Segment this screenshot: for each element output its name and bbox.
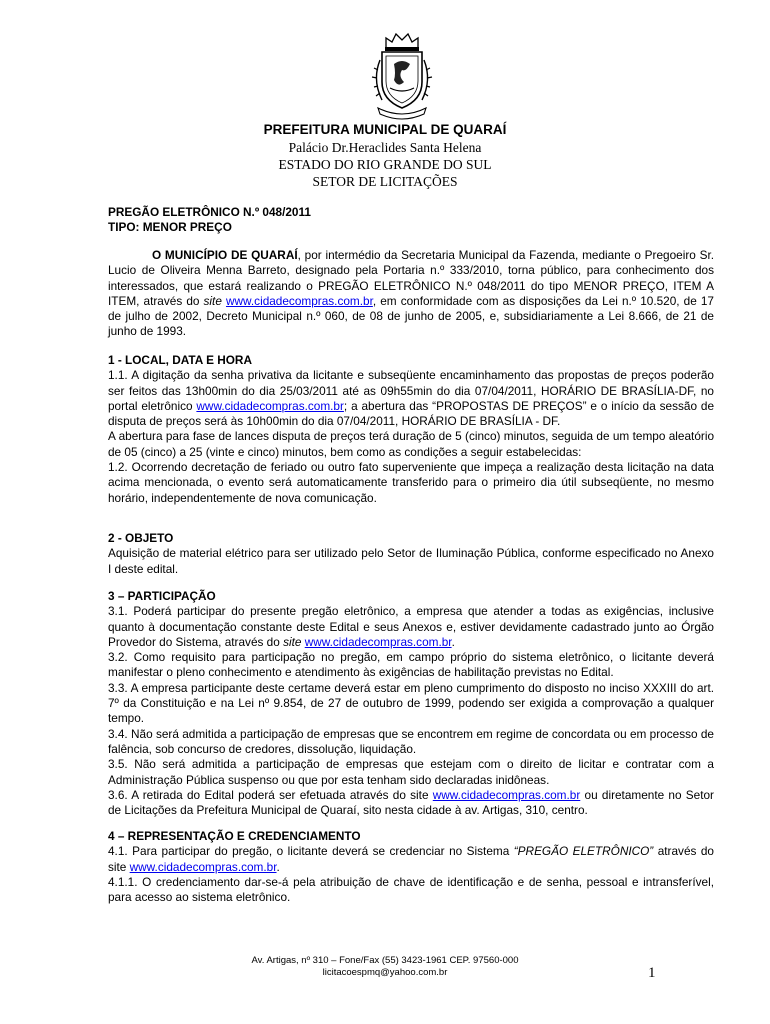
section-4 — [108, 829, 714, 905]
section-2-paragraph-1: Aquisição de material elétrico para ser utilizado pelo Setor de Iluminação Pública, conforme especificado no Anexo I deste edital. — [108, 546, 714, 576]
intro-lead: O MUNICÍPIO DE QUARAÍ — [152, 248, 298, 262]
section-3-paragraph-1: 3.1. Poderá participar do presente pregão eletrônico, a empresa que atender a todas as exigências, inclusive quanto à documentação constante deste Edital e seus Anexos e, estiver devidamente cadastrado junto ao Órgão Provedor do Sistema, através do site www.cidadecompras.com.br. — [108, 604, 714, 649]
intro-paragraph — [108, 248, 714, 340]
section-3 — [108, 589, 714, 818]
section-1-paragraph-2: A abertura para fase de lances disputa de preços terá duração de 5 (cinco) minutos, seguida de um tempo aleatório de 05 (cinco) a 25 (vinte e cinco) minutos, bem como as condições a seguir estabelecidas: — [108, 429, 714, 459]
section-4-link[interactable]: www.cidadecompras.com.br — [129, 859, 277, 874]
intro-link[interactable]: www.cidadecompras.com.br — [225, 293, 373, 308]
municipal-coat-of-arms-icon — [368, 30, 436, 120]
section-1-paragraph-3: 1.2. Ocorrendo decretação de feriado ou outro fato superveniente que impeça a realização desta licitação na data acima mencionada, o evento será automaticamente transferido para o primeiro dia útil subseqüente, no mesmo horário, independentemente de nova comunicação. — [108, 460, 714, 505]
section-3-paragraph-3: 3.3. A empresa participante deste certame deverá estar em pleno cumprimento do disposto no inciso XXXIII do art. 7º da Constituição e na Lei nº 9.854, de 27 de outubro de 1999, podendo ser exigida a comprovação a qualquer tempo. — [108, 680, 714, 726]
section-3-paragraph-6: 3.6. A retirada do Edital poderá ser efetuada através do site www.cidadecompras.com.br ou diretamente no Setor de Licitações da Prefeitura Municipal de Quaraí, sito nesta cidade à av. Artigas, 310, centro. — [108, 787, 714, 818]
palace-name: Palácio Dr.Heraclides Santa Helena — [288, 140, 482, 155]
section-3-paragraph-4: 3.4. Não será admitida a participação de empresas que se encontrem em regime de concordata ou em processo de falência, sob concurso de credores, dissolução, liquidação. — [108, 726, 714, 756]
intro-site-word: site — [203, 293, 222, 308]
footer-email: licitacoespmq@yahoo.com.br — [322, 967, 448, 978]
tender-type: TIPO: MENOR PREÇO — [108, 220, 232, 235]
section-4-paragraph-1: 4.1. Para participar do pregão, o licitante deverá se credenciar no Sistema “PREGÃO ELETRÔNICO” através do site www.cidadecompras.com.br. — [108, 844, 714, 874]
section-3-link-2[interactable]: www.cidadecompras.com.br — [432, 787, 581, 802]
section-1-link[interactable]: www.cidadecompras.com.br — [196, 398, 344, 413]
section-3-paragraph-5: 3.5. Não será admitida a participação de empresas que estejam com o direito de licitar e contratar com a Administração Pública suspenso ou que por esta tenham sido declaradas inidôneas. — [108, 757, 714, 787]
section-4-paragraph-2: 4.1.1. O credenciamento dar-se-á pela atribuição de chave de identificação e de senha, pessoal e intransferível, para acesso ao sistema eletrônico. — [108, 874, 714, 905]
footer-address: Av. Artigas, nº 310 – Fone/Fax (55) 3423-1961 CEP. 97560-000 — [251, 955, 519, 966]
section-1-title: 1 - LOCAL, DATA E HORA — [108, 353, 252, 367]
section-3-link-1[interactable]: www.cidadecompras.com.br — [304, 634, 452, 649]
tender-heading — [108, 205, 714, 236]
section-4-title: 4 – REPRESENTAÇÃO E CREDENCIAMENTO — [108, 829, 361, 843]
state-name: ESTADO DO RIO GRANDE DO SUL — [278, 157, 492, 172]
tender-number: PREGÃO ELETRÔNICO N.º 048/2011 — [108, 205, 311, 219]
page-title: PREFEITURA MUNICIPAL DE QUARAÍ — [263, 122, 507, 137]
section-2 — [108, 531, 714, 577]
section-3-title: 3 – PARTICIPAÇÃO — [108, 589, 216, 603]
section-3-paragraph-2: 3.2. Como requisito para participação no pregão, em campo próprio do sistema eletrônico, o licitante deverá manifestar o pleno conhecimento e atendimento às exigências de habilitação previstas no Edital. — [108, 650, 714, 680]
page-number: 1 — [648, 965, 656, 981]
intro-text-1: , por intermédio da Secretaria Municipal da Fazenda, mediante o Pregoeiro Sr. Lucio de Oliveira Menna Barreto, designado pela Portaria n.º 333/2010, torna público, para conhecimento dos interessados, que estará realizando o PREGÃO ELETRÔNICO N.º 048/2011 do tipo MENOR PREÇO, ITEM A ITEM, através do — [108, 248, 714, 308]
section-1 — [108, 353, 714, 506]
section-2-title: 2 - OBJETO — [108, 531, 174, 545]
department-name: SETOR DE LICITAÇÕES — [312, 174, 458, 189]
section-1-paragraph-1: 1.1. A digitação da senha privativa da licitante e subseqüente encaminhamento das propostas de preços poderão ser feitos das 13h00min do dia 25/03/2011 até as 09h55min do dia 07/04/2011, HORÁRIO DE BRASÍLIA-DF, no portal eletrônico www.cidadecompras.com.br; a abertura das “PROPOSTAS DE PREÇOS” e o início da sessão de disputa de preços será às 10h00min do dia 07/04/2011, HORÁRIO DE BRASÍLIA - DF. — [108, 368, 714, 429]
intro-text-2: , em conformidade com as disposições da Lei n.º 10.520, de 17 de julho de 2002, Decreto Municipal n.º 060, de 08 de junho de 2005, e, subsidiariamente a Lei 8.666, de 21 de junho de 1993. — [108, 293, 714, 339]
